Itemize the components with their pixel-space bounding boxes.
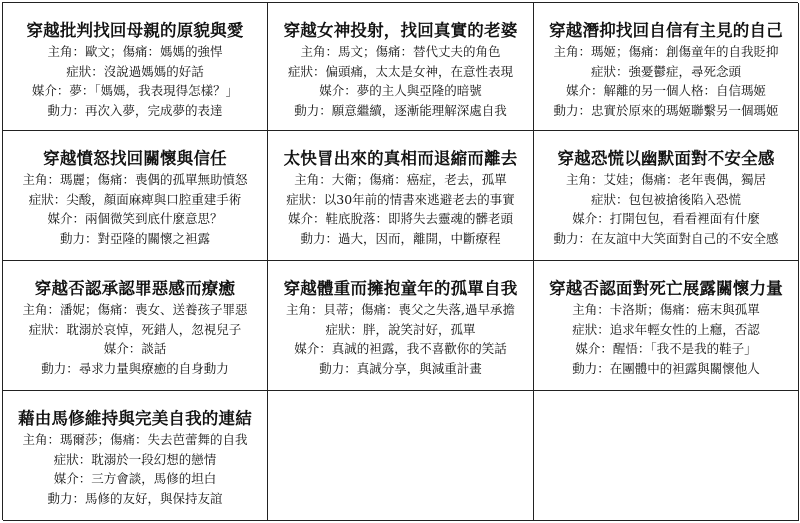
case-protagonist: 主角：貝蒂；傷痛：喪父之失落,過早承擔 [286,302,515,317]
case-title: 藉由馬修維持與完美自我的連結 [18,409,252,428]
case-cell [268,131,534,261]
empty-cell [268,391,534,521]
case-medium: 媒介：兩個微笑到底什麼意思？ [47,211,223,226]
case-protagonist: 主角：歐文；傷痛：媽媽的強悍 [47,44,223,59]
case-protagonist: 主角：馬文；傷痛：替代丈夫的角色 [300,44,501,59]
case-symptom: 症狀：偏頭痛，太太是女神，在意性表現 [287,63,513,79]
case-medium: 媒介：打開包包，看看裡面有什麼 [572,211,760,226]
case-medium: 媒介：夢：「媽媽，我表現得怎樣？」 [31,83,239,98]
case-title: 穿越恐慌以幽默面對不安全感 [557,149,775,168]
case-title: 穿越批判找回母親的原貌與愛 [26,21,244,40]
case-motivation: 動力：馬修的友好，與保持友誼 [47,490,223,506]
case-title: 穿越女神投射，找回真實的老婆 [283,21,518,40]
case-symptom: 症狀：強憂鬱症，尋死念頭 [590,63,741,79]
case-motivation: 動力：願意繼續，逐漸能理解深處自我 [294,102,507,118]
case-medium: 媒介：三方會談，馬修的坦白 [53,471,217,486]
case-motivation: 動力：真誠分享，與減重計畫 [319,360,482,376]
case-motivation: 動力：尋求力量與療癒的自身動力 [41,360,229,376]
case-protagonist: 主角：潘妮；傷痛：喪女、送養孩子罪惡 [22,302,248,317]
case-title: 穿越潛抑找回自信有主見的自己 [549,21,783,40]
case-symptom: 症狀：胖，說笑討好，孤單 [325,321,476,337]
case-title: 穿越體重而擁抱童年的孤單自我 [283,279,518,298]
case-protagonist: 主角：艾娃；傷痛：老年喪偶，獨居 [565,172,766,187]
case-cell [534,131,799,261]
case-summary-table [2,2,798,520]
case-title: 穿越否認承認罪惡感而療癒 [34,279,236,298]
case-cell [3,3,268,131]
case-motivation: 動力：忠實於原來的瑪姬聯繫另一個瑪姬 [553,102,779,118]
case-title: 太快冒出來的真相而退縮而離去 [283,149,518,168]
case-protagonist: 主角：瑪姬；傷痛：創傷童年的自我貶抑 [553,44,779,59]
case-motivation: 動力：在團體中的袒露與關懷他人 [572,360,760,376]
case-medium: 媒介：醒悟：「我不是我的鞋子」 [575,341,757,356]
case-motivation: 動力：過大，因而，離開，中斷療程 [300,230,501,246]
case-medium: 媒介：解離的另一個人格：自信瑪姬 [565,83,766,98]
case-medium: 媒介：談話 [103,341,167,356]
case-symptom: 症狀：尖酸，顏面麻痺與口腔重建手術 [28,191,242,207]
case-cell [3,131,268,261]
case-protagonist: 主角：瑪爾莎；傷痛：失去芭蕾舞的自我 [22,432,248,447]
case-symptom: 症狀：耽溺於一段幻想的戀情 [53,451,217,467]
case-cell [3,261,268,391]
case-medium: 媒介：夢的主人與亞隆的暗號 [319,83,482,98]
case-cell [534,3,799,131]
case-symptom: 症狀：包包被搶後陷入恐慌 [590,191,741,207]
case-cell [268,261,534,391]
case-protagonist: 主角：瑪麗；傷痛：喪偶的孤單無助憤怒 [22,172,248,187]
case-motivation: 動力：對亞隆的關懷之袒露 [59,230,210,246]
case-protagonist: 主角：大衛；傷痛：癌症，老去，孤單 [294,172,507,187]
case-cell [534,261,799,391]
case-cell [268,3,534,131]
case-symptom: 症狀：以30年前的情書來逃避老去的事實 [286,191,515,207]
case-symptom: 症狀：耽溺於哀悼，死錯人，忽視兒子 [28,321,242,337]
case-title: 穿越憤怒找回關懷與信任 [43,149,227,168]
empty-cell [534,391,799,521]
case-cell [3,391,268,521]
case-symptom: 症狀：沒說過媽媽的好話 [66,63,204,79]
case-title: 穿越否認面對死亡展露關懷力量 [549,279,783,298]
case-medium: 媒介：真誠的袒露，我不喜歡你的笑話 [294,341,507,356]
case-motivation: 動力：再次入夢，完成夢的表達 [47,102,223,118]
case-medium: 媒介：鞋底脫落：即將失去靈魂的髒老頭 [287,211,513,226]
case-motivation: 動力：在友誼中大笑面對自己的不安全感 [553,230,779,246]
case-symptom: 症狀：追求年輕女性的上癮，否認 [572,321,760,337]
case-protagonist: 主角：卡洛斯；傷痛：癌末與孤單 [572,302,760,317]
